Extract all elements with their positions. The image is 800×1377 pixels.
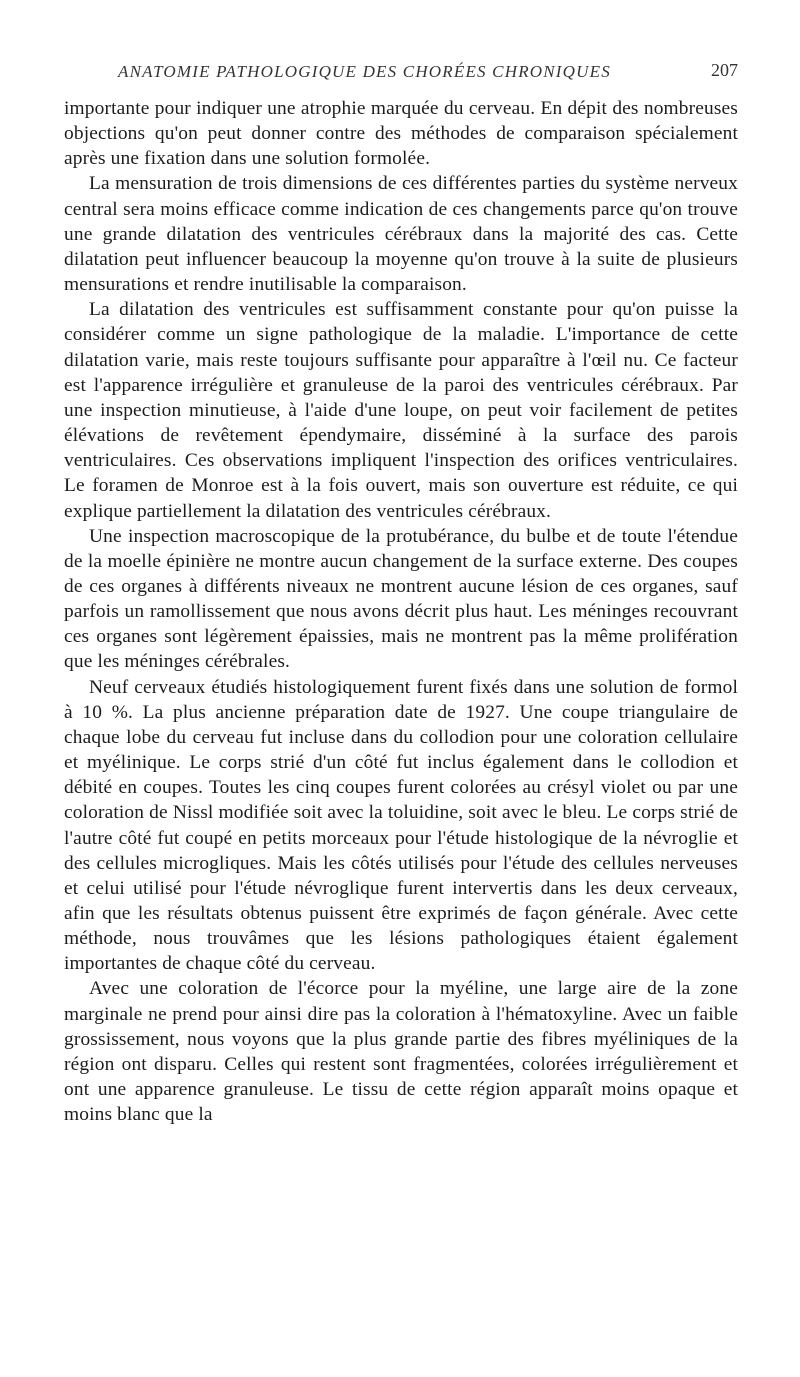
page-number: 207 bbox=[711, 60, 738, 80]
paragraph-continuation: importante pour indiquer une atrophie marquée du cerveau. En dépit des nombreuses objections qu'on peut donner contre des méthodes de comparaison spécialement après une fixation dans une solution formolée. bbox=[64, 98, 738, 170]
paragraph-inspection-macroscopique: Une inspection macroscopique de la protubérance, du bulbe et de toute l'étendue de la moelle épinière ne montre aucun changement de la surface externe. Des coupes de ces organes à différents niveaux ne montrent aucune lésion de ces organes, sauf parfois un ramollissement que nous avons décrit plus haut. Les méninges recouvrant ces organes sont légèrement épaissies, mais ne montrent pas la même prolifération que les méninges cérébrales. bbox=[64, 525, 738, 673]
paragraph-dilatation: La dilatation des ventricules est suffisamment constante pour qu'on puisse la considérer comme un signe pathologique de la maladie. L'importance de cette dilatation varie, mais reste toujours suffisante pour apparaître à l'œil nu. Ce facteur est l'apparence irrégulière et granuleuse de la paroi des ventricules cérébraux. Par une inspection minutieuse, à l'aide d'une loupe, on peut voir facilement de petites élévations de revêtement épendymaire, disséminé à la surface des parois ventriculaires. Ces observations impliquent l'inspection des orifices ventriculaires. Le foramen de Monroe est à la fois ouvert, mais son ouverture est réduite, ce qui explique partiellement la dilatation des ventricules cérébraux. bbox=[64, 299, 738, 522]
body-text bbox=[64, 96, 738, 1127]
paragraph-mensuration: La mensuration de trois dimensions de ces différentes parties du système nerveux central sera moins efficace comme indication de ces changements parce qu'on trouve une grande dilatation des ventricules cérébraux dans la majorité des cas. Cette dilatation peut influencer beaucoup la moyenne qu'on trouve à la suite de plusieurs mensurations et rendre inutilisable la comparaison. bbox=[64, 173, 738, 296]
running-title: ANATOMIE PATHOLOGIQUE DES CHORÉES CHRONIQUES bbox=[118, 62, 611, 81]
paragraph-histologie: Neuf cerveaux étudiés histologiquement furent fixés dans une solution de formol à 10 %. La plus ancienne préparation date de 1927. Une coupe triangulaire de chaque lobe du cerveau fut incluse dans du collodion pour une coloration cellulaire et myélinique. Le corps strié d'un côté fut inclus également dans le collodion et débité en coupes. Toutes les cinq coupes furent colorées au crésyl violet ou par une coloration de Nissl modifiée soit avec la toluidine, soit avec le bleu. Le corps strié de l'autre côté fut coupé en petits morceaux pour l'étude histologique de la névroglie et des cellules microgliques. Mais les côtés utilisés pour l'étude des cellules nerveuses et celui utilisé pour l'étude névroglique furent intervertis dans les deux cerveaux, afin que les résultats obtenus puissent être exprimés de façon générale. Avec cette méthode, nous trouvâmes que les lésions pathologiques étaient également importantes de chaque côté du cerveau. bbox=[64, 676, 738, 975]
paragraph-coloration-myeline: Avec une coloration de l'écorce pour la myéline, une large aire de la zone marginale ne prend pour ainsi dire pas la coloration à l'hématoxyline. Avec un faible grossissement, nous voyons que la plus grande partie des fibres myéliniques de la région ont disparu. Celles qui restent sont fragmentées, colorées irrégulièrement et ont une apparence granuleuse. Le tissu de cette région apparaît moins opaque et moins blanc que la bbox=[64, 978, 738, 1126]
running-head bbox=[64, 58, 738, 88]
